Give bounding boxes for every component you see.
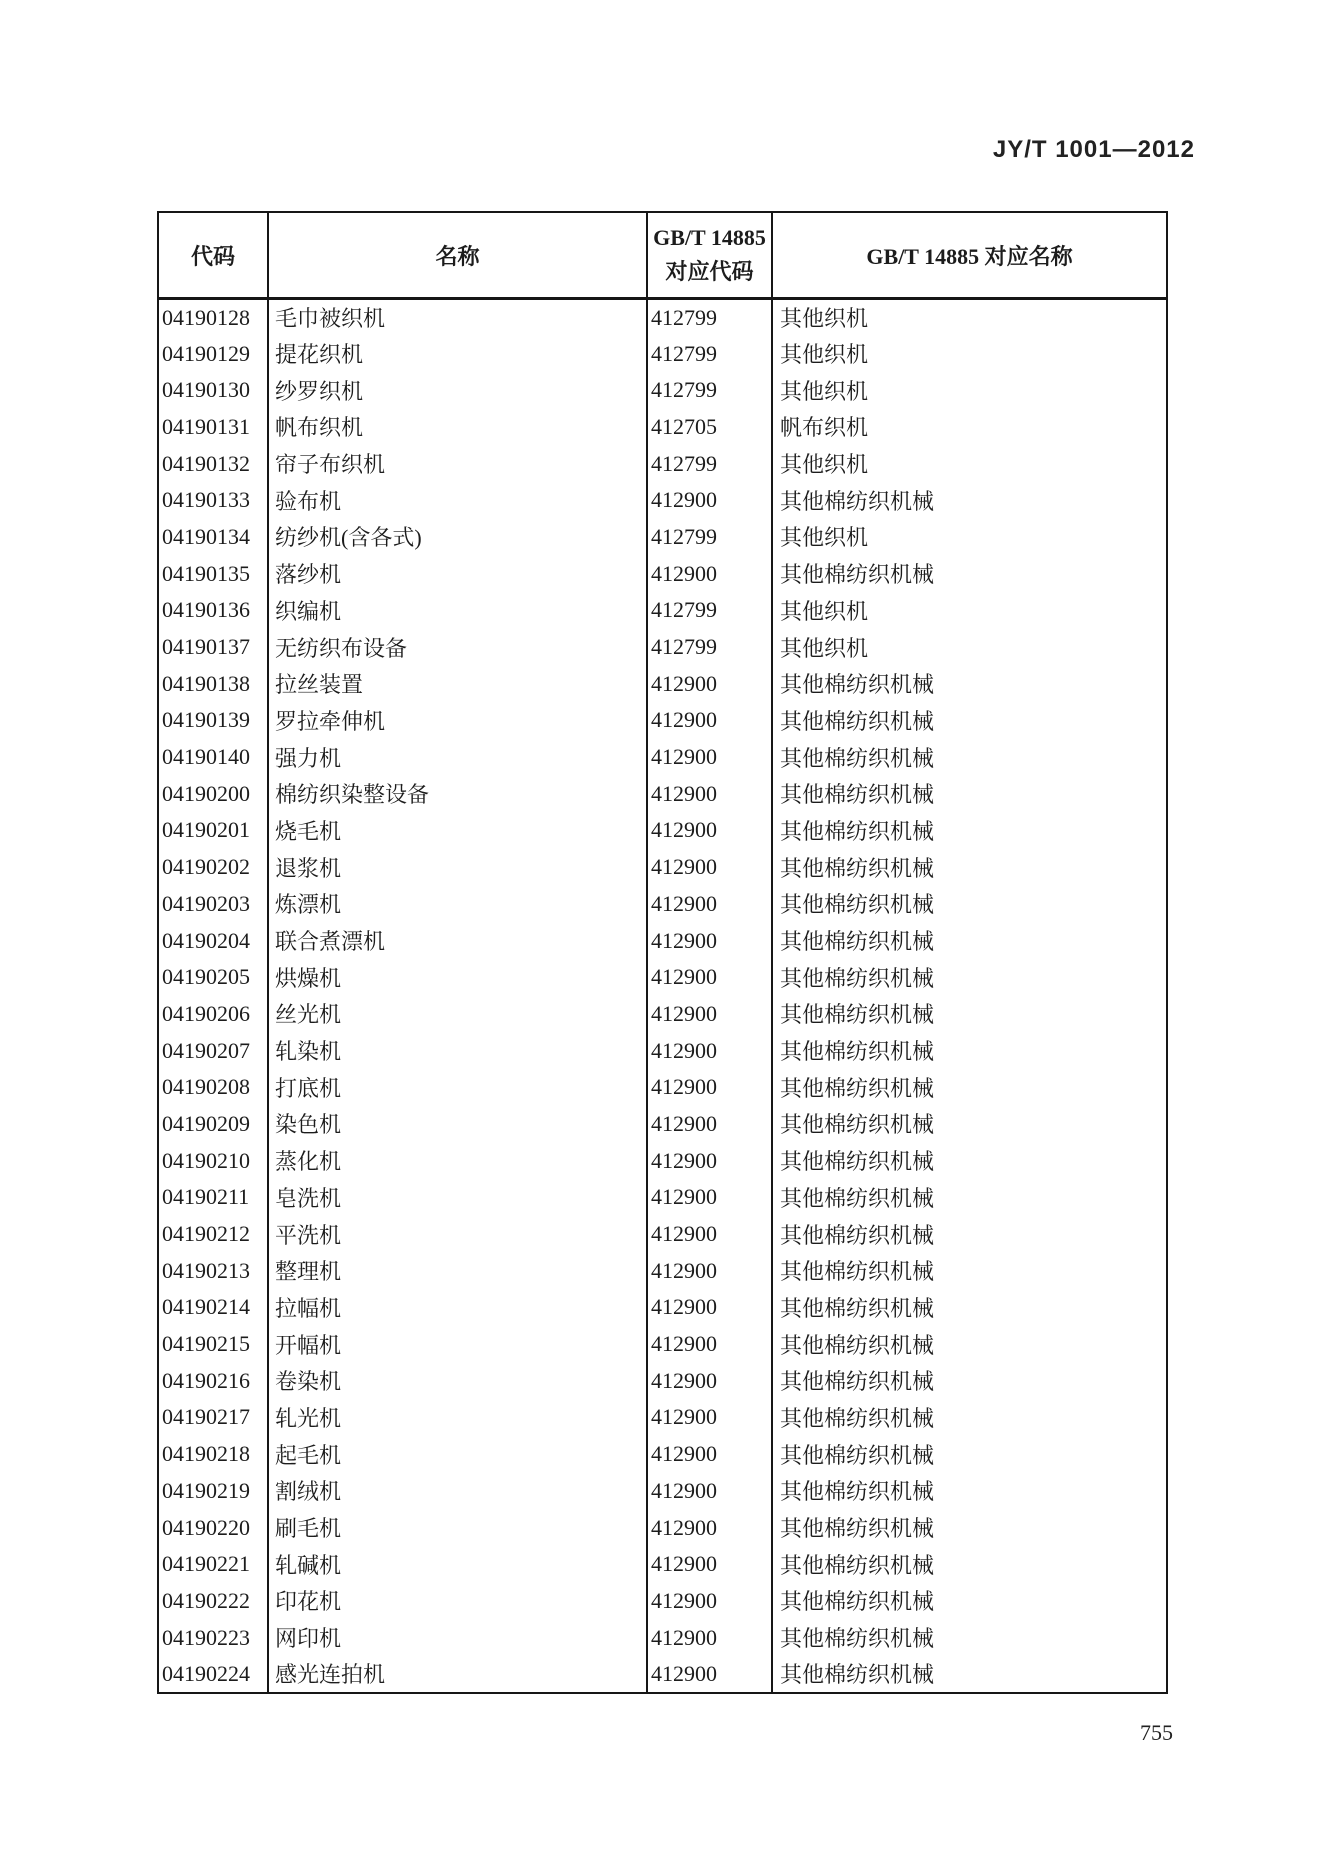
- gbt-code-cell: 412900: [647, 1619, 772, 1656]
- gbt-name-cell: 其他棉纺织机械: [772, 1546, 1167, 1583]
- table-row: [158, 592, 1167, 629]
- name-cell: 炼漂机: [268, 886, 647, 923]
- gbt-code-cell: 412900: [647, 1106, 772, 1143]
- gbt-code-cell: 412900: [647, 1362, 772, 1399]
- gbt-name-cell: 其他棉纺织机械: [772, 996, 1167, 1033]
- gbt-code-cell: 412900: [647, 1216, 772, 1253]
- code-cell: 04190222: [162, 1587, 250, 1613]
- gbt-code-cell: 412900: [647, 812, 772, 849]
- code-cell: 04190211: [162, 1184, 250, 1210]
- name-cell: 轧光机: [268, 1399, 647, 1436]
- table-row: [158, 1583, 1167, 1620]
- gbt-code-cell: 412900: [647, 1656, 772, 1693]
- table-body: [158, 299, 1167, 1693]
- name-cell: 拉幅机: [268, 1289, 647, 1326]
- code-cell: 04190215: [162, 1331, 250, 1357]
- gbt-name-cell: 其他织机: [772, 372, 1167, 409]
- table-row: [158, 996, 1167, 1033]
- table-row: [158, 629, 1167, 666]
- gbt-code-cell: 412900: [647, 482, 772, 519]
- name-cell: 落纱机: [268, 555, 647, 592]
- column-header-gbt-code-line1: GB/T 14885: [653, 225, 766, 250]
- gbt-name-cell: 其他棉纺织机械: [772, 959, 1167, 996]
- name-cell: 拉丝装置: [268, 665, 647, 702]
- name-cell: 网印机: [268, 1619, 647, 1656]
- code-cell: 04190136: [162, 597, 250, 623]
- gbt-code-cell: 412799: [647, 299, 772, 336]
- table-row: [158, 1656, 1167, 1693]
- name-cell: 卷染机: [268, 1362, 647, 1399]
- gbt-name-cell: 其他棉纺织机械: [772, 1069, 1167, 1106]
- gbt-code-cell: 412900: [647, 1032, 772, 1069]
- gbt-name-cell: 其他织机: [772, 592, 1167, 629]
- gbt-code-cell: 412900: [647, 775, 772, 812]
- gbt-code-cell: 412799: [647, 629, 772, 666]
- name-cell: 帆布织机: [268, 409, 647, 446]
- gbt-name-cell: 其他棉纺织机械: [772, 1362, 1167, 1399]
- name-cell: 无纺织布设备: [268, 629, 647, 666]
- table-row: [158, 1289, 1167, 1326]
- code-cell: 04190209: [162, 1110, 250, 1136]
- gbt-code-cell: 412900: [647, 1142, 772, 1179]
- name-cell: 开幅机: [268, 1326, 647, 1363]
- table-row: [158, 1546, 1167, 1583]
- name-cell: 毛巾被织机: [268, 299, 647, 336]
- table-header-row: [158, 212, 1167, 299]
- name-cell: 织编机: [268, 592, 647, 629]
- table-row: [158, 922, 1167, 959]
- gbt-code-cell: 412900: [647, 1252, 772, 1289]
- gbt-name-cell: 其他棉纺织机械: [772, 555, 1167, 592]
- code-cell: 04190212: [162, 1221, 250, 1247]
- table-row: [158, 1142, 1167, 1179]
- code-cell: 04190131: [162, 413, 250, 439]
- code-cell: 04190210: [162, 1147, 250, 1173]
- code-cell: 04190129: [162, 340, 250, 366]
- code-cell: 04190140: [162, 744, 250, 770]
- name-cell: 皂洗机: [268, 1179, 647, 1216]
- table-row: [158, 1032, 1167, 1069]
- table-row: [158, 372, 1167, 409]
- table-row: [158, 1436, 1167, 1473]
- gbt-code-cell: 412799: [647, 592, 772, 629]
- gbt-name-cell: 其他棉纺织机械: [772, 849, 1167, 886]
- table-row: [158, 1399, 1167, 1436]
- gbt-name-cell: 其他棉纺织机械: [772, 1289, 1167, 1326]
- gbt-name-cell: 其他棉纺织机械: [772, 1656, 1167, 1693]
- table-row: [158, 665, 1167, 702]
- name-cell: 割绒机: [268, 1473, 647, 1510]
- gbt-name-cell: 其他织机: [772, 519, 1167, 556]
- code-mapping-table: [157, 211, 1168, 1694]
- code-cell: 04190138: [162, 670, 250, 696]
- gbt-name-cell: 其他棉纺织机械: [772, 1216, 1167, 1253]
- gbt-code-cell: 412900: [647, 555, 772, 592]
- code-cell: 04190219: [162, 1477, 250, 1503]
- gbt-code-cell: 412900: [647, 1069, 772, 1106]
- table-row: [158, 335, 1167, 372]
- gbt-name-cell: 其他棉纺织机械: [772, 1583, 1167, 1620]
- gbt-code-cell: 412705: [647, 409, 772, 446]
- name-cell: 轧碱机: [268, 1546, 647, 1583]
- table-row: [158, 775, 1167, 812]
- gbt-code-cell: 412900: [647, 739, 772, 776]
- gbt-code-cell: 412900: [647, 1583, 772, 1620]
- code-cell: 04190132: [162, 450, 250, 476]
- column-header-gbt-name: GB/T 14885 对应名称: [772, 212, 1167, 299]
- code-cell: 04190200: [162, 780, 250, 806]
- gbt-code-cell: 412900: [647, 886, 772, 923]
- code-cell: 04190216: [162, 1367, 250, 1393]
- name-cell: 罗拉牵伸机: [268, 702, 647, 739]
- gbt-name-cell: 其他棉纺织机械: [772, 886, 1167, 923]
- name-cell: 强力机: [268, 739, 647, 776]
- name-cell: 联合煮漂机: [268, 922, 647, 959]
- gbt-name-cell: 其他棉纺织机械: [772, 922, 1167, 959]
- name-cell: 整理机: [268, 1252, 647, 1289]
- table-row: [158, 1362, 1167, 1399]
- gbt-code-cell: 412900: [647, 849, 772, 886]
- table-row: [158, 1619, 1167, 1656]
- code-cell: 04190130: [162, 377, 250, 403]
- table-row: [158, 1473, 1167, 1510]
- table-row: [158, 1106, 1167, 1143]
- gbt-code-cell: 412900: [647, 922, 772, 959]
- gbt-code-cell: 412900: [647, 1546, 772, 1583]
- name-cell: 纱罗织机: [268, 372, 647, 409]
- code-cell: 04190133: [162, 487, 250, 513]
- table-row: [158, 409, 1167, 446]
- gbt-name-cell: 其他棉纺织机械: [772, 1473, 1167, 1510]
- code-cell: 04190205: [162, 964, 250, 990]
- gbt-code-cell: 412900: [647, 665, 772, 702]
- name-cell: 印花机: [268, 1583, 647, 1620]
- name-cell: 提花织机: [268, 335, 647, 372]
- code-cell: 04190224: [162, 1660, 250, 1686]
- gbt-code-cell: 412900: [647, 1473, 772, 1510]
- table-row: [158, 812, 1167, 849]
- column-header-gbt-code-line2: 对应代码: [665, 259, 754, 284]
- table-row: [158, 702, 1167, 739]
- code-cell: 04190213: [162, 1257, 250, 1283]
- gbt-code-cell: 412900: [647, 1509, 772, 1546]
- name-cell: 感光连拍机: [268, 1656, 647, 1693]
- table-row: [158, 1179, 1167, 1216]
- table-row: [158, 886, 1167, 923]
- name-cell: 平洗机: [268, 1216, 647, 1253]
- name-cell: 丝光机: [268, 996, 647, 1033]
- name-cell: 轧染机: [268, 1032, 647, 1069]
- gbt-name-cell: 其他棉纺织机械: [772, 1326, 1167, 1363]
- code-cell: 04190201: [162, 817, 250, 843]
- table-row: [158, 1069, 1167, 1106]
- code-cell: 04190135: [162, 560, 250, 586]
- gbt-name-cell: 其他织机: [772, 445, 1167, 482]
- gbt-name-cell: 其他棉纺织机械: [772, 1436, 1167, 1473]
- table-row: [158, 1509, 1167, 1546]
- code-cell: 04190134: [162, 523, 250, 549]
- gbt-code-cell: 412900: [647, 1179, 772, 1216]
- name-cell: 打底机: [268, 1069, 647, 1106]
- gbt-name-cell: 其他棉纺织机械: [772, 1106, 1167, 1143]
- name-cell: 烧毛机: [268, 812, 647, 849]
- table-row: [158, 299, 1167, 336]
- name-cell: 纺纱机(含各式): [268, 519, 647, 556]
- gbt-name-cell: 其他织机: [772, 299, 1167, 336]
- name-cell: 起毛机: [268, 1436, 647, 1473]
- gbt-name-cell: 其他棉纺织机械: [772, 1142, 1167, 1179]
- table-row: [158, 555, 1167, 592]
- name-cell: 验布机: [268, 482, 647, 519]
- gbt-name-cell: 其他棉纺织机械: [772, 812, 1167, 849]
- page-number: 755: [1140, 1720, 1173, 1745]
- gbt-name-cell: 其他棉纺织机械: [772, 1032, 1167, 1069]
- name-cell: 棉纺织染整设备: [268, 775, 647, 812]
- name-cell: 刷毛机: [268, 1509, 647, 1546]
- code-cell: 04190217: [162, 1404, 250, 1430]
- gbt-name-cell: 其他织机: [772, 629, 1167, 666]
- gbt-name-cell: 其他棉纺织机械: [772, 702, 1167, 739]
- code-cell: 04190202: [162, 854, 250, 880]
- gbt-code-cell: 412900: [647, 702, 772, 739]
- gbt-code-cell: 412900: [647, 1436, 772, 1473]
- gbt-name-cell: 其他棉纺织机械: [772, 1399, 1167, 1436]
- gbt-name-cell: 其他织机: [772, 335, 1167, 372]
- name-cell: 染色机: [268, 1106, 647, 1143]
- code-cell: 04190204: [162, 927, 250, 953]
- code-cell: 04190139: [162, 707, 250, 733]
- code-cell: 04190137: [162, 634, 250, 660]
- table-row: [158, 849, 1167, 886]
- gbt-name-cell: 其他棉纺织机械: [772, 775, 1167, 812]
- code-cell: 04190128: [162, 304, 250, 330]
- code-cell: 04190214: [162, 1294, 250, 1320]
- gbt-name-cell: 帆布织机: [772, 409, 1167, 446]
- gbt-name-cell: 其他棉纺织机械: [772, 1509, 1167, 1546]
- table-row: [158, 1252, 1167, 1289]
- gbt-code-cell: 412900: [647, 1399, 772, 1436]
- column-header-code: 代码: [158, 212, 268, 299]
- name-cell: 帘子布织机: [268, 445, 647, 482]
- table-row: [158, 959, 1167, 996]
- code-cell: 04190220: [162, 1514, 250, 1540]
- code-cell: 04190203: [162, 890, 250, 916]
- table-row: [158, 739, 1167, 776]
- name-cell: 烘燥机: [268, 959, 647, 996]
- code-cell: 04190218: [162, 1441, 250, 1467]
- table-row: [158, 445, 1167, 482]
- code-cell: 04190221: [162, 1551, 250, 1577]
- code-cell: 04190206: [162, 1000, 250, 1026]
- gbt-code-cell: 412900: [647, 1326, 772, 1363]
- gbt-name-cell: 其他棉纺织机械: [772, 1619, 1167, 1656]
- code-cell: 04190223: [162, 1624, 250, 1650]
- table-row: [158, 1326, 1167, 1363]
- gbt-code-cell: 412900: [647, 959, 772, 996]
- gbt-code-cell: 412799: [647, 335, 772, 372]
- gbt-code-cell: 412900: [647, 1289, 772, 1326]
- standard-reference-header: JY/T 1001—2012: [992, 136, 1195, 163]
- gbt-name-cell: 其他棉纺织机械: [772, 1252, 1167, 1289]
- gbt-code-cell: 412799: [647, 372, 772, 409]
- gbt-name-cell: 其他棉纺织机械: [772, 739, 1167, 776]
- table-row: [158, 482, 1167, 519]
- code-cell: 04190207: [162, 1037, 250, 1063]
- name-cell: 退浆机: [268, 849, 647, 886]
- gbt-code-cell: 412900: [647, 996, 772, 1033]
- gbt-name-cell: 其他棉纺织机械: [772, 1179, 1167, 1216]
- table-row: [158, 1216, 1167, 1253]
- code-cell: 04190208: [162, 1074, 250, 1100]
- table-row: [158, 519, 1167, 556]
- gbt-name-cell: 其他棉纺织机械: [772, 665, 1167, 702]
- column-header-gbt-code: [647, 212, 772, 299]
- column-header-name: 名称: [268, 212, 647, 299]
- gbt-code-cell: 412799: [647, 445, 772, 482]
- gbt-name-cell: 其他棉纺织机械: [772, 482, 1167, 519]
- gbt-code-cell: 412799: [647, 519, 772, 556]
- name-cell: 蒸化机: [268, 1142, 647, 1179]
